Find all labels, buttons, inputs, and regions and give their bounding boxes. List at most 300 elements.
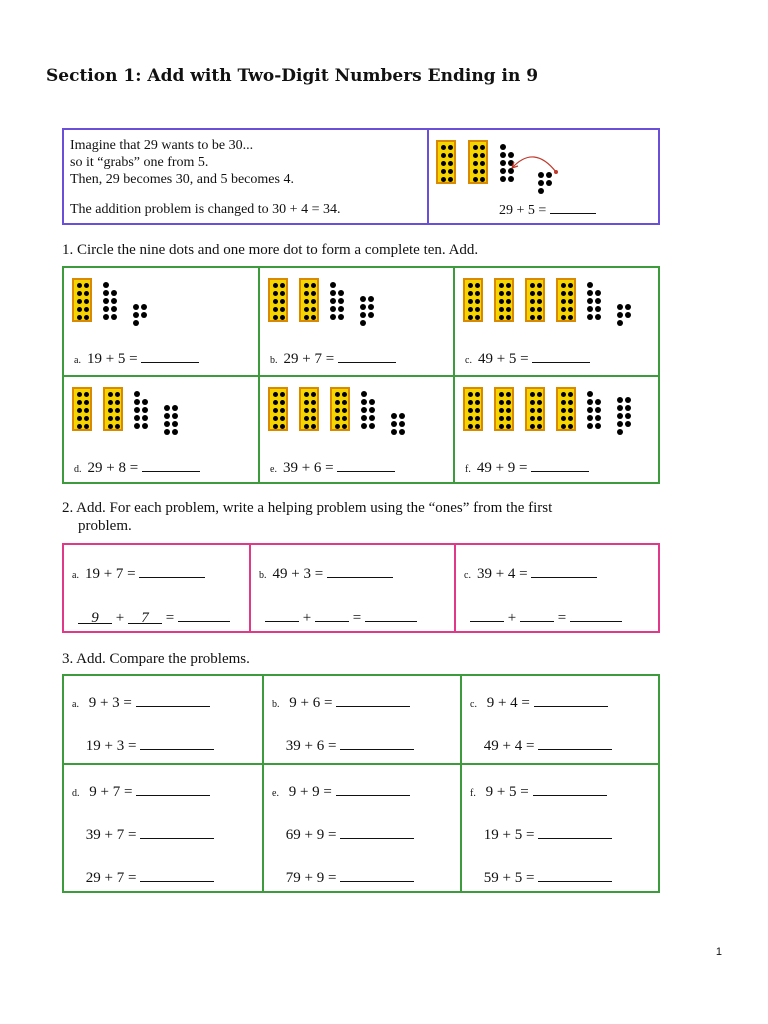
q3-problem: 79 + 9 = xyxy=(272,869,414,886)
dot xyxy=(111,298,117,304)
dot xyxy=(561,291,566,296)
dot xyxy=(77,408,82,413)
dot xyxy=(506,392,511,397)
dot xyxy=(448,145,453,150)
dot xyxy=(473,177,478,182)
grab-arrow-icon xyxy=(504,148,564,184)
dot xyxy=(625,304,631,310)
problem-expression: 29 + 8 = xyxy=(87,460,142,476)
dot xyxy=(172,429,178,435)
q2-grid xyxy=(62,543,660,633)
dot xyxy=(480,169,485,174)
problem-expression: 19 + 5 = xyxy=(86,351,142,367)
dot xyxy=(108,400,113,405)
dot xyxy=(142,423,148,429)
dot xyxy=(468,424,473,429)
helping-blank[interactable] xyxy=(470,609,504,622)
dot xyxy=(595,306,601,312)
dot xyxy=(595,314,601,320)
dot xyxy=(448,169,453,174)
dot xyxy=(561,400,566,405)
dot xyxy=(538,188,544,194)
dot xyxy=(475,307,480,312)
dot xyxy=(506,400,511,405)
dot xyxy=(468,400,473,405)
q1-cell-f xyxy=(455,377,649,483)
dot xyxy=(361,391,367,397)
dot xyxy=(330,290,336,296)
q3-problem: e. 9 + 9 = xyxy=(272,783,410,800)
dot xyxy=(587,391,593,397)
dot xyxy=(335,416,340,421)
dot xyxy=(587,314,593,320)
dot xyxy=(468,283,473,288)
dot xyxy=(304,392,309,397)
dot xyxy=(342,424,347,429)
answer-blank[interactable] xyxy=(340,826,414,839)
dot xyxy=(625,405,631,411)
problem-label: e. xyxy=(270,464,277,475)
q3-cell-f xyxy=(462,765,658,886)
dot xyxy=(468,299,473,304)
dot xyxy=(506,299,511,304)
q2-problem: c. 39 + 4 = xyxy=(464,565,597,582)
dot xyxy=(568,307,573,312)
problem-expression: 29 + 7 = xyxy=(283,351,338,367)
dot xyxy=(475,392,480,397)
dot xyxy=(273,291,278,296)
problem-expression: 39 + 6 = xyxy=(282,460,338,476)
dot xyxy=(530,283,535,288)
dot xyxy=(335,392,340,397)
dot xyxy=(369,415,375,421)
dot xyxy=(506,283,511,288)
q1-cell-a xyxy=(64,268,258,374)
answer-blank[interactable] xyxy=(337,459,395,472)
dot xyxy=(568,291,573,296)
answer-blank[interactable] xyxy=(139,565,205,578)
q3-problem: 69 + 9 = xyxy=(272,826,414,843)
q3-problem: 29 + 7 = xyxy=(72,869,214,886)
dot xyxy=(330,282,336,288)
ten-frame xyxy=(463,387,483,431)
dot xyxy=(311,416,316,421)
dot xyxy=(391,413,397,419)
intro-addition: The addition problem is changed to 30 + 4 = 34. xyxy=(70,202,341,217)
dot xyxy=(568,392,573,397)
dot xyxy=(368,312,374,318)
q3-problem: a. 9 + 3 = xyxy=(72,694,210,711)
dot xyxy=(468,307,473,312)
dot xyxy=(134,407,140,413)
dot xyxy=(595,399,601,405)
ten-frame xyxy=(556,387,576,431)
dot xyxy=(360,296,366,302)
dot xyxy=(115,392,120,397)
dot xyxy=(84,283,89,288)
ten-frame xyxy=(330,387,350,431)
dot xyxy=(273,299,278,304)
dot xyxy=(304,291,309,296)
dot xyxy=(595,423,601,429)
answer-blank[interactable] xyxy=(327,565,393,578)
q1-cell-b xyxy=(260,268,454,374)
dot xyxy=(475,408,480,413)
dot xyxy=(537,283,542,288)
q3-cell-b xyxy=(264,676,460,762)
dot xyxy=(280,416,285,421)
dot xyxy=(304,408,309,413)
dot xyxy=(108,416,113,421)
dot xyxy=(617,320,623,326)
dot xyxy=(335,400,340,405)
dot xyxy=(368,304,374,310)
q3-cell-c xyxy=(462,676,658,762)
dot xyxy=(537,400,542,405)
dot xyxy=(506,291,511,296)
q1-problem xyxy=(74,459,200,476)
ten-frame xyxy=(72,387,92,431)
ten-frame xyxy=(525,387,545,431)
dot xyxy=(506,424,511,429)
q3-problem: 19 + 3 = xyxy=(72,737,214,754)
dot xyxy=(77,400,82,405)
dot xyxy=(530,307,535,312)
page-title: Section 1: Add with Two-Digit Numbers Ending in 9 xyxy=(46,66,539,86)
dot xyxy=(441,153,446,158)
answer-blank[interactable] xyxy=(136,783,210,796)
answer-blank[interactable] xyxy=(136,694,210,707)
answer-blank[interactable] xyxy=(534,694,608,707)
helping-blank[interactable] xyxy=(520,609,554,622)
dot xyxy=(468,416,473,421)
dot xyxy=(361,415,367,421)
dot xyxy=(587,407,593,413)
dot xyxy=(108,408,113,413)
dot xyxy=(537,291,542,296)
answer-blank[interactable] xyxy=(538,737,612,750)
q2-instruction-line-2: problem. xyxy=(78,518,132,534)
intro-line-1: Imagine that 29 wants to be 30... xyxy=(70,138,254,153)
answer-blank[interactable] xyxy=(141,350,199,363)
q1-problem xyxy=(465,459,589,476)
dot xyxy=(441,161,446,166)
helping-blank[interactable] xyxy=(315,609,349,622)
q3-problem: d. 9 + 7 = xyxy=(72,783,210,800)
helping-blank[interactable]: 9 xyxy=(78,611,112,624)
dot xyxy=(361,399,367,405)
dot xyxy=(108,424,113,429)
answer-blank[interactable] xyxy=(338,350,396,363)
dot xyxy=(335,408,340,413)
dot xyxy=(103,282,109,288)
q3-problem: 39 + 7 = xyxy=(72,826,214,843)
dot xyxy=(537,408,542,413)
dot xyxy=(273,400,278,405)
problem-label: a. xyxy=(74,355,81,366)
dot xyxy=(172,405,178,411)
dot xyxy=(133,320,139,326)
dot xyxy=(77,291,82,296)
ten-frame xyxy=(494,387,514,431)
dot xyxy=(617,413,623,419)
dot xyxy=(530,392,535,397)
answer-blank[interactable] xyxy=(340,737,414,750)
ten-frame xyxy=(268,387,288,431)
dot xyxy=(530,315,535,320)
dot xyxy=(164,429,170,435)
dot xyxy=(141,304,147,310)
dot xyxy=(134,423,140,429)
answer-blank[interactable] xyxy=(142,459,200,472)
dot xyxy=(108,392,113,397)
dot xyxy=(587,415,593,421)
answer-blank[interactable] xyxy=(336,694,410,707)
helping-blank[interactable] xyxy=(570,609,622,622)
dot xyxy=(468,392,473,397)
dot xyxy=(506,315,511,320)
intro-box xyxy=(62,128,660,225)
q3-instruction: 3. Add. Compare the problems. xyxy=(62,651,250,667)
dot xyxy=(480,161,485,166)
dot xyxy=(311,424,316,429)
dot xyxy=(77,416,82,421)
q3-cell-e xyxy=(264,765,460,886)
q1-problem xyxy=(74,350,199,367)
dot xyxy=(338,290,344,296)
dot xyxy=(568,299,573,304)
dot xyxy=(587,282,593,288)
dot xyxy=(273,416,278,421)
dot xyxy=(141,312,147,318)
dot xyxy=(84,307,89,312)
q3-problem: 39 + 6 = xyxy=(272,737,414,754)
q3-problem: 19 + 5 = xyxy=(470,826,612,843)
dot xyxy=(587,290,593,296)
dot xyxy=(499,291,504,296)
dot xyxy=(617,421,623,427)
page-number: 1 xyxy=(715,946,722,958)
dot xyxy=(103,306,109,312)
dot xyxy=(84,408,89,413)
dot xyxy=(330,306,336,312)
dot xyxy=(311,299,316,304)
dot xyxy=(399,413,405,419)
dot xyxy=(625,413,631,419)
dot xyxy=(530,400,535,405)
dot xyxy=(587,306,593,312)
dot xyxy=(441,145,446,150)
dot xyxy=(273,315,278,320)
dot xyxy=(475,400,480,405)
q1-grid xyxy=(62,266,660,484)
dot xyxy=(133,304,139,310)
dot xyxy=(537,424,542,429)
helping-blank[interactable] xyxy=(265,609,299,622)
dot xyxy=(311,392,316,397)
dot xyxy=(84,299,89,304)
dot xyxy=(468,408,473,413)
dot xyxy=(499,283,504,288)
dot xyxy=(342,408,347,413)
q2-problem: b. 49 + 3 = xyxy=(259,565,393,582)
dot xyxy=(311,307,316,312)
dot xyxy=(530,408,535,413)
dot xyxy=(568,424,573,429)
dot xyxy=(273,283,278,288)
dot xyxy=(506,408,511,413)
answer-blank[interactable] xyxy=(531,459,589,472)
dot xyxy=(499,408,504,413)
dot xyxy=(280,392,285,397)
dot xyxy=(561,416,566,421)
q3-problem: 59 + 5 = xyxy=(470,869,612,886)
dot xyxy=(280,283,285,288)
q1-problem xyxy=(270,350,396,367)
helping-blank[interactable]: 7 xyxy=(128,611,162,624)
dot xyxy=(537,392,542,397)
dot xyxy=(561,424,566,429)
dot xyxy=(164,405,170,411)
dot xyxy=(342,416,347,421)
dot xyxy=(311,400,316,405)
dot xyxy=(537,315,542,320)
answer-blank[interactable] xyxy=(532,350,590,363)
dot xyxy=(499,400,504,405)
dot xyxy=(115,416,120,421)
dot xyxy=(330,298,336,304)
answer-blank[interactable] xyxy=(140,826,214,839)
dot xyxy=(304,307,309,312)
dot xyxy=(595,290,601,296)
q3-cell-d xyxy=(64,765,260,886)
answer-blank[interactable] xyxy=(140,869,214,882)
answer-blank[interactable] xyxy=(531,565,597,578)
dot xyxy=(368,296,374,302)
dot xyxy=(499,307,504,312)
dot xyxy=(142,415,148,421)
ten-frame xyxy=(463,278,483,322)
dot xyxy=(280,408,285,413)
dot xyxy=(587,423,593,429)
dot xyxy=(77,392,82,397)
dot xyxy=(475,291,480,296)
dot xyxy=(448,153,453,158)
answer-blank[interactable] xyxy=(336,783,410,796)
dot xyxy=(172,421,178,427)
dot xyxy=(480,177,485,182)
answer-blank[interactable] xyxy=(140,737,214,750)
dot xyxy=(473,169,478,174)
dot xyxy=(330,314,336,320)
dot xyxy=(164,413,170,419)
q2-problem: a. 19 + 7 = xyxy=(72,565,205,582)
dot xyxy=(475,299,480,304)
dot xyxy=(280,299,285,304)
dot xyxy=(537,307,542,312)
dot xyxy=(77,315,82,320)
q1-cell-d xyxy=(64,377,258,483)
dot xyxy=(304,416,309,421)
dot xyxy=(304,315,309,320)
q1-cell-c xyxy=(455,268,649,374)
dot xyxy=(335,424,340,429)
dot xyxy=(499,392,504,397)
dot xyxy=(84,315,89,320)
dot xyxy=(142,399,148,405)
dot xyxy=(280,315,285,320)
dot xyxy=(304,283,309,288)
q1-problem xyxy=(465,350,590,367)
dot xyxy=(595,407,601,413)
dot xyxy=(360,312,366,318)
dot xyxy=(369,407,375,413)
dot xyxy=(448,161,453,166)
dot xyxy=(361,407,367,413)
dot xyxy=(338,298,344,304)
dot xyxy=(468,315,473,320)
dot xyxy=(77,283,82,288)
problem-label: f. xyxy=(465,464,471,475)
dot xyxy=(625,421,631,427)
intro-line-2: so it “grabs” one from 5. xyxy=(70,155,209,170)
dot xyxy=(595,415,601,421)
dot xyxy=(360,304,366,310)
dot xyxy=(561,307,566,312)
dot xyxy=(568,400,573,405)
dot xyxy=(530,424,535,429)
dot xyxy=(617,405,623,411)
answer-blank[interactable] xyxy=(340,869,414,882)
ten-frame xyxy=(299,278,319,322)
q2-cell-c xyxy=(456,545,658,631)
dot xyxy=(475,416,480,421)
dot xyxy=(311,283,316,288)
answer-blank[interactable] xyxy=(533,783,607,796)
dot xyxy=(311,291,316,296)
dot xyxy=(369,399,375,405)
dot xyxy=(499,299,504,304)
q3-grid xyxy=(62,674,660,893)
dot xyxy=(587,399,593,405)
dot xyxy=(506,307,511,312)
q1-problem xyxy=(270,459,395,476)
helping-blank[interactable] xyxy=(365,609,417,622)
answer-blank[interactable] xyxy=(538,826,612,839)
q3-problem: f. 9 + 5 = xyxy=(470,783,607,800)
helping-blank[interactable] xyxy=(178,609,230,622)
dot xyxy=(475,315,480,320)
dot xyxy=(133,312,139,318)
answer-blank[interactable] xyxy=(538,869,612,882)
dot xyxy=(480,153,485,158)
intro-line-3: Then, 29 becomes 30, and 5 becomes 4. xyxy=(70,172,294,187)
dot xyxy=(399,421,405,427)
q2-cell-b xyxy=(251,545,454,631)
dot xyxy=(103,298,109,304)
dot xyxy=(475,424,480,429)
ten-frame xyxy=(556,278,576,322)
dot xyxy=(468,291,473,296)
dot xyxy=(84,424,89,429)
dot xyxy=(499,315,504,320)
dot xyxy=(304,299,309,304)
dot xyxy=(342,400,347,405)
q2-helping-problem: + = xyxy=(470,609,622,626)
dot xyxy=(475,283,480,288)
dot xyxy=(115,400,120,405)
problem-label: b. xyxy=(270,355,278,366)
